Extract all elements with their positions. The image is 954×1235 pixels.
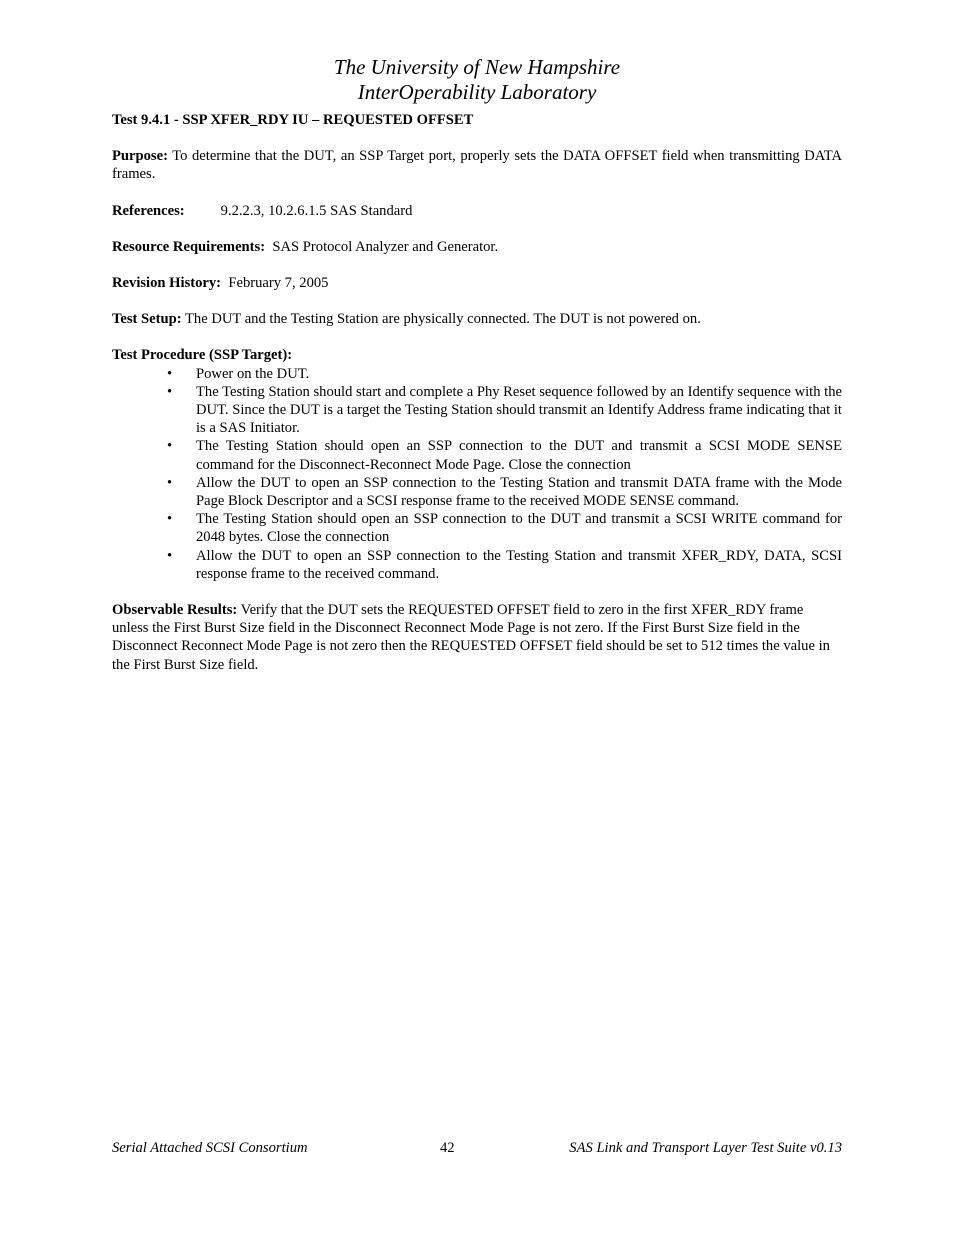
header-university: The University of New Hampshire xyxy=(333,55,621,79)
bullet-icon: • xyxy=(167,438,173,455)
references-text: 9.2.2.3, 10.2.6.1.5 SAS Standard xyxy=(220,202,413,219)
page-number: 42 xyxy=(440,1140,455,1156)
setup-label: Test Setup: xyxy=(112,311,182,328)
procedure-steps xyxy=(112,365,842,583)
setup-text: The DUT and the Testing Station are physically connected. The DUT is not powered on. xyxy=(181,311,701,328)
revision-text: February 7, 2005 xyxy=(221,275,329,292)
resources-text: SAS Protocol Analyzer and Generator. xyxy=(265,238,499,255)
header-laboratory: InterOperability Laboratory xyxy=(357,80,597,104)
document-body xyxy=(112,111,842,692)
revision-section xyxy=(112,274,842,292)
procedure-heading: Test Procedure (SSP Target): xyxy=(112,347,293,364)
references-label: References: xyxy=(112,202,185,219)
observable-label: Observable Results: xyxy=(112,602,238,619)
bullet-icon: • xyxy=(167,474,173,491)
resources-label: Resource Requirements: xyxy=(112,238,266,255)
procedure-step: • Allow the DUT to open an SSP connection to the Testing Station and transmit DATA frame with the Mode Page Block Descriptor and a SCSI response frame to the received MODE SENSE command. xyxy=(167,474,842,510)
revision-label: Revision History: xyxy=(112,275,222,292)
procedure-step: • The Testing Station should open an SSP connection to the DUT and transmit a SCSI WRITE command for 2048 bytes. Close the connection xyxy=(167,511,842,546)
bullet-icon: • xyxy=(167,383,173,400)
page-header xyxy=(0,55,954,105)
bullet-icon: • xyxy=(167,365,173,382)
test-title: Test 9.4.1 - SSP XFER_RDY IU – REQUESTED OFFSET xyxy=(112,112,474,128)
procedure-step: • Power on the DUT. xyxy=(167,365,310,382)
procedure-step: • Allow the DUT to open an SSP connection to the Testing Station and transmit XFER_RDY, DATA, SCSI response frame to the received command. xyxy=(167,547,842,582)
resources-section xyxy=(112,238,842,256)
setup-section xyxy=(112,310,842,328)
footer-consortium: Serial Attached SCSI Consortium xyxy=(112,1140,308,1156)
procedure-step: • The Testing Station should open an SSP connection to the DUT and transmit a SCSI MODE SENSE command for the Disconnect-Reconnect Mode Page. Close the connection xyxy=(167,438,842,473)
bullet-icon: • xyxy=(167,547,173,564)
observable-text: Verify that the DUT sets the REQUESTED OFFSET field to zero in the first XFER_RDY frame unless the First Burst Size field in the Disconnect Reconnect Mode Page is not zero. If the First Burst Size field in the Disconnect Reconnect Mode Page is not zero then the REQUESTED OFFSET field should be set to 512 times the value in the First Burst Size field. xyxy=(112,602,830,673)
procedure-step: • The Testing Station should start and complete a Phy Reset sequence followed by an Identify sequence with the DUT. Since the DUT is a target the Testing Station should transmit an Identify Address frame indicating that it is a SAS Initiator. xyxy=(167,383,842,437)
purpose-label: Purpose: xyxy=(112,148,168,165)
bullet-icon: • xyxy=(167,511,173,528)
references-section xyxy=(112,202,842,220)
purpose-section xyxy=(112,147,842,183)
purpose-text: To determine that the DUT, an SSP Target port, properly sets the DATA OFFSET field when transmitting DATA frames. xyxy=(112,148,842,183)
observable-section xyxy=(112,601,842,674)
footer-suite-title: SAS Link and Transport Layer Test Suite v0.13 xyxy=(569,1140,842,1156)
